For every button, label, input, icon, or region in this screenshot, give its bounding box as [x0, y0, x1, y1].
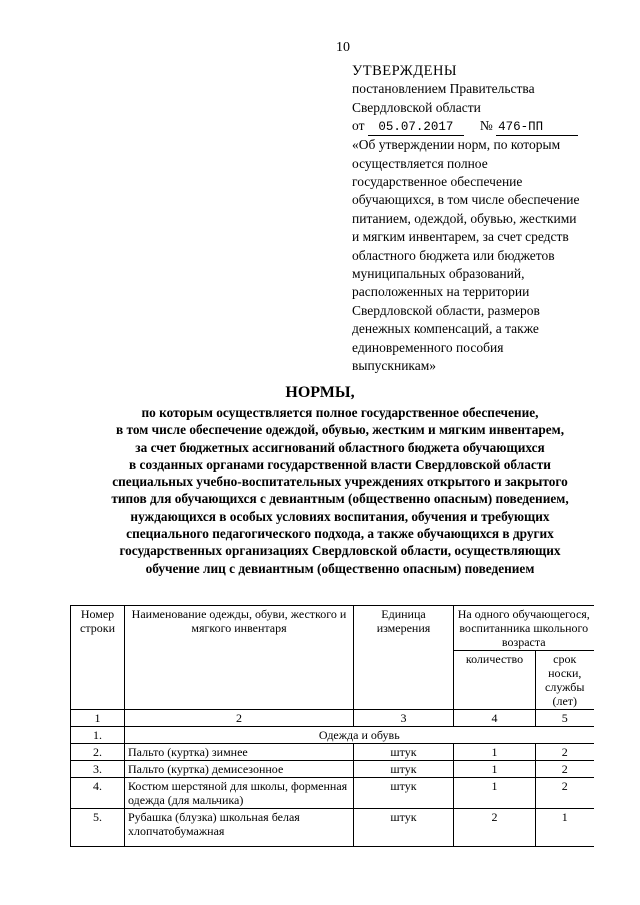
section-row — [71, 727, 594, 744]
subtitle-line: обучение лиц с девиантным (общественно опасным) поведением — [145, 560, 535, 576]
subject-line: осуществляется полное — [352, 155, 488, 171]
row-number: 3. — [71, 761, 125, 778]
subtitle-line: в том числе обеспечение одеждой, обувью, жестким и мягким инвентарем, — [115, 422, 565, 438]
subtitle-line: в созданных органами государственной власти Свердловской области — [129, 456, 551, 472]
row-name: Пальто (куртка) зимнее — [125, 744, 354, 761]
row-name: Рубашка (блузка) школьная белая хлопчатобумажная — [125, 809, 354, 847]
subtitle-line: за счет бюджетных ассигнований областного бюджета обучающихся — [135, 439, 545, 455]
approval-subject — [352, 136, 622, 375]
table-row — [71, 744, 594, 761]
subject-line: областного бюджета или бюджетов — [352, 247, 555, 263]
row-number: 4. — [71, 778, 125, 809]
date-prefix: от — [352, 118, 365, 134]
subtitle-line: по которым осуществляется полное государственное обеспечение, — [141, 405, 539, 420]
column-number: 3 — [354, 710, 454, 727]
row-name: Костюм шерстяной для школы, форменная одежда (для мальчика) — [125, 778, 354, 809]
table-row — [71, 761, 594, 778]
norms-title: НОРМЫ, — [285, 384, 355, 401]
number-prefix: № — [479, 118, 493, 134]
approval-date-line — [352, 117, 622, 136]
row-unit: штук — [354, 809, 454, 847]
subject-line: Свердловской области, размеров — [352, 302, 540, 318]
column-number: 5 — [536, 710, 594, 727]
header-row-number: Номер строки — [71, 606, 125, 710]
row-quantity: 1 — [454, 761, 536, 778]
approval-number: 476-ПП — [496, 120, 578, 136]
approval-title: УТВЕРЖДЕНЫ — [352, 63, 458, 79]
norms-subtitle — [60, 404, 620, 577]
norms-table — [70, 605, 594, 847]
row-number: 5. — [71, 809, 125, 847]
subject-line: «Об утверждении норм, по которым — [352, 137, 561, 153]
table-header-row — [71, 606, 594, 651]
row-term: 2 — [536, 761, 594, 778]
approval-date: 05.07.2017 — [368, 120, 464, 136]
section-title: Одежда и обувь — [125, 727, 594, 744]
header-per-student: На одного обучающегося, воспитанника школьного возраста — [454, 606, 594, 651]
row-term: 1 — [536, 809, 594, 847]
subject-line: и мягким инвентарем, за счет средств — [352, 229, 569, 245]
subtitle-line: специальных учебно-воспитательных учреждениях открытого и закрытого — [112, 474, 568, 490]
section-number: 1. — [71, 727, 125, 744]
column-number: 1 — [71, 710, 125, 727]
subject-line: денежных компенсаций, а также — [352, 321, 539, 337]
row-term: 2 — [536, 744, 594, 761]
approval-line: постановлением Правительства — [352, 81, 535, 97]
header-name: Наименование одежды, обуви, жесткого и мягкого инвентаря — [125, 606, 354, 710]
row-unit: штук — [354, 778, 454, 809]
subject-line: государственное обеспечение — [352, 174, 523, 190]
row-quantity: 1 — [454, 778, 536, 809]
subject-line: муниципальных образований, — [352, 266, 525, 282]
row-term: 2 — [536, 778, 594, 809]
subject-line: питанием, одеждой, обувью, жесткими — [352, 210, 577, 226]
approval-line: Свердловской области — [352, 99, 481, 115]
subject-line: выпускникам» — [352, 358, 437, 374]
subtitle-line: типов для обучающихся с девиантным (общественно опасным) поведением, — [111, 491, 569, 507]
subject-line: единовременного пособия — [352, 339, 504, 355]
column-number: 4 — [454, 710, 536, 727]
column-number: 2 — [125, 710, 354, 727]
subtitle-line: нуждающихся в особых условиях воспитания, обучения и требующих — [130, 508, 550, 524]
page-number: 10 — [336, 40, 350, 55]
approval-block — [352, 62, 622, 376]
header-wear-term: срок носки, службы (лет) — [536, 651, 594, 710]
subject-line: обучающихся, в том числе обеспечение — [352, 192, 580, 208]
table-row — [71, 809, 594, 847]
header-quantity: количество — [454, 651, 536, 710]
row-quantity: 2 — [454, 809, 536, 847]
row-name: Пальто (куртка) демисезонное — [125, 761, 354, 778]
header-unit: Единица измерения — [354, 606, 454, 710]
row-unit: штук — [354, 744, 454, 761]
row-quantity: 1 — [454, 744, 536, 761]
subject-line: расположенных на территории — [352, 284, 530, 300]
table-row — [71, 778, 594, 809]
subtitle-line: специального педагогического подхода, а также обучающихся в других — [126, 526, 554, 542]
subtitle-line: государственных организациях Свердловской области, осуществляющих — [119, 543, 561, 559]
row-unit: штук — [354, 761, 454, 778]
column-number-row — [71, 710, 594, 727]
row-number: 2. — [71, 744, 125, 761]
